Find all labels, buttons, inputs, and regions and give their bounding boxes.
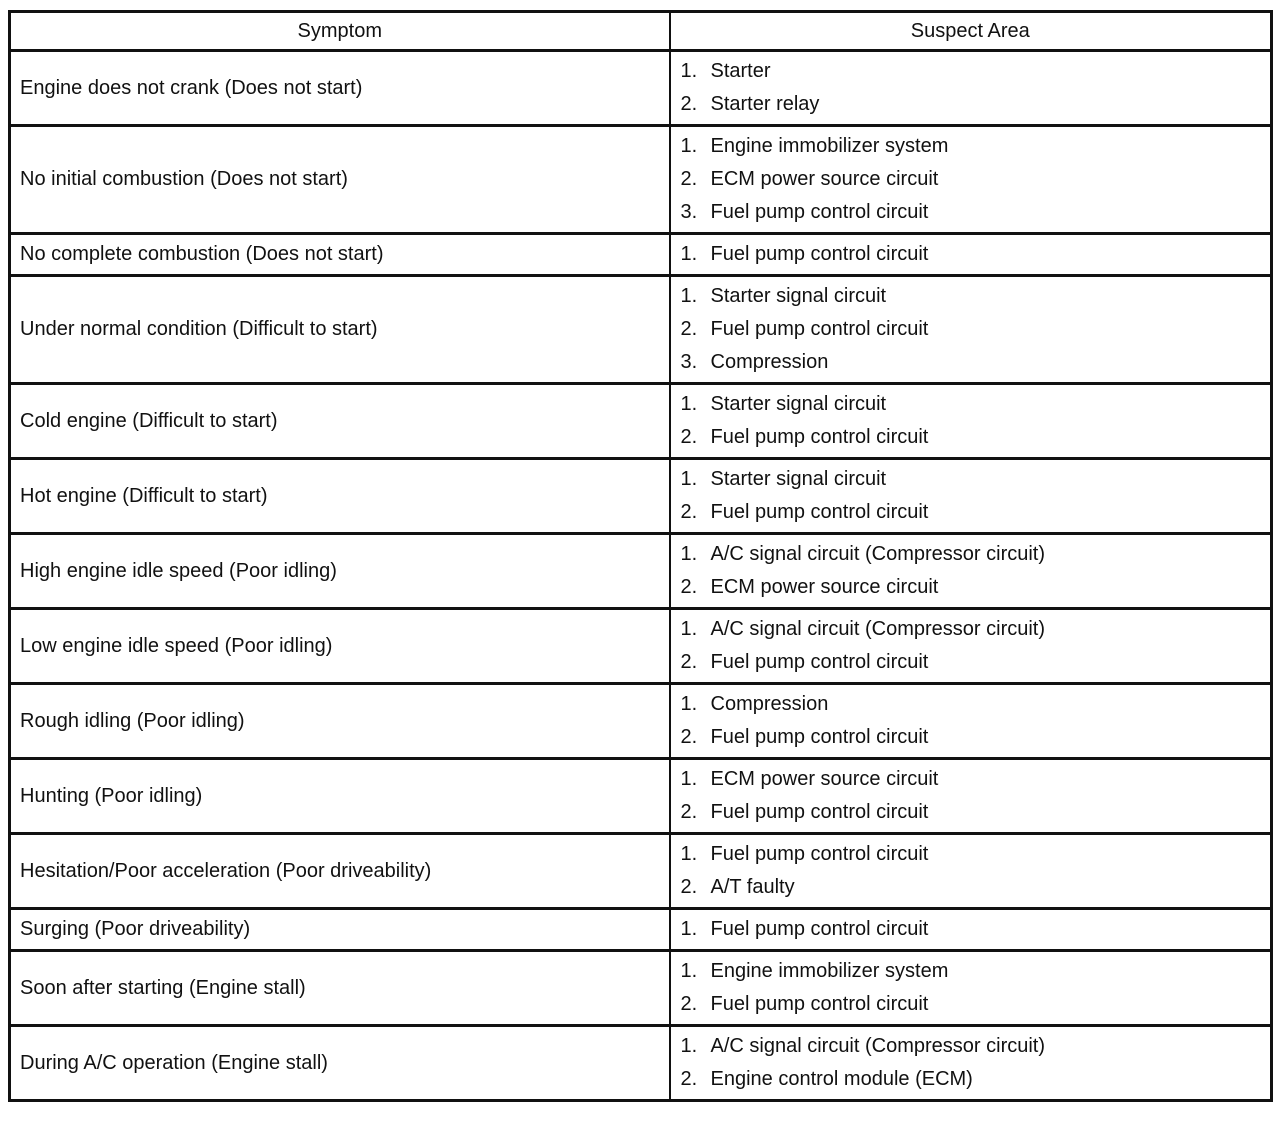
item-text: Compression — [710, 351, 829, 373]
suspect-area-cell — [670, 951, 1272, 1026]
item-number: 1. — [680, 618, 698, 640]
item-number: 2. — [680, 501, 698, 523]
table-row — [10, 951, 1272, 1026]
item-number: 1. — [680, 960, 698, 982]
suspect-area-cell — [670, 909, 1272, 951]
item-number: 2. — [680, 93, 698, 115]
item-number: 2. — [680, 318, 698, 340]
item-number: 2. — [680, 426, 698, 448]
item-text: Starter — [710, 60, 771, 82]
table-row — [10, 126, 1272, 234]
suspect-area-list — [681, 763, 1271, 829]
suspect-area-item — [681, 88, 1271, 121]
symptom-cell: Hesitation/Poor acceleration (Poor driveability) — [10, 834, 670, 909]
table-row — [10, 51, 1272, 126]
suspect-area-item — [681, 913, 1271, 946]
suspect-area-list — [681, 838, 1271, 904]
item-text: Fuel pump control circuit — [710, 993, 929, 1015]
item-number: 1. — [680, 1035, 698, 1057]
symptom-cell: Hot engine (Difficult to start) — [10, 459, 670, 534]
suspect-area-item — [681, 1030, 1271, 1063]
table-row — [10, 1026, 1272, 1101]
suspect-area-item — [681, 238, 1271, 271]
suspect-area-list — [681, 913, 1271, 946]
suspect-area-list — [681, 388, 1271, 454]
table-body — [10, 51, 1272, 1101]
suspect-area-item — [681, 571, 1271, 604]
suspect-area-item — [681, 280, 1271, 313]
symptom-cell: High engine idle speed (Poor idling) — [10, 534, 670, 609]
suspect-area-item — [681, 130, 1271, 163]
table-header — [10, 12, 1272, 51]
suspect-area-item — [681, 988, 1271, 1021]
suspect-area-item — [681, 421, 1271, 454]
suspect-area-list — [681, 688, 1271, 754]
table-row — [10, 834, 1272, 909]
table-row — [10, 684, 1272, 759]
item-text: Fuel pump control circuit — [710, 426, 929, 448]
suspect-area-item — [681, 55, 1271, 88]
symptom-cell: Engine does not crank (Does not start) — [10, 51, 670, 126]
suspect-area-cell — [670, 534, 1272, 609]
suspect-area-cell — [670, 384, 1272, 459]
suspect-area-list — [681, 1030, 1271, 1096]
symptom-cell: Hunting (Poor idling) — [10, 759, 670, 834]
suspect-area-cell — [670, 276, 1272, 384]
item-text: Fuel pump control circuit — [710, 801, 929, 823]
suspect-area-list — [681, 55, 1271, 121]
item-number: 1. — [680, 135, 698, 157]
suspect-area-list — [681, 463, 1271, 529]
item-text: Fuel pump control circuit — [710, 918, 929, 940]
item-text: Engine immobilizer system — [710, 960, 949, 982]
suspect-area-item — [681, 346, 1271, 379]
suspect-area-item — [681, 721, 1271, 754]
header-symptom: Symptom — [10, 12, 670, 51]
item-text: ECM power source circuit — [710, 576, 939, 598]
suspect-area-list — [681, 538, 1271, 604]
item-text: Fuel pump control circuit — [710, 651, 929, 673]
suspect-area-cell — [670, 609, 1272, 684]
item-text: Engine immobilizer system — [710, 135, 949, 157]
item-number: 2. — [680, 576, 698, 598]
suspect-area-cell — [670, 1026, 1272, 1101]
item-number: 1. — [680, 60, 698, 82]
item-text: Starter relay — [710, 93, 820, 115]
item-text: ECM power source circuit — [710, 768, 939, 790]
symptom-cell: No initial combustion (Does not start) — [10, 126, 670, 234]
item-text: Fuel pump control circuit — [710, 318, 929, 340]
item-text: Fuel pump control circuit — [710, 243, 929, 265]
item-number: 3. — [680, 201, 698, 223]
suspect-area-item — [681, 871, 1271, 904]
suspect-area-item — [681, 538, 1271, 571]
symptom-cell: Under normal condition (Difficult to start) — [10, 276, 670, 384]
item-text: ECM power source circuit — [710, 168, 939, 190]
suspect-area-cell — [670, 684, 1272, 759]
table-row — [10, 909, 1272, 951]
symptom-cell: Cold engine (Difficult to start) — [10, 384, 670, 459]
item-number: 1. — [680, 918, 698, 940]
item-text: Engine control module (ECM) — [710, 1068, 973, 1090]
suspect-area-item — [681, 163, 1271, 196]
item-number: 1. — [680, 843, 698, 865]
suspect-area-item — [681, 496, 1271, 529]
item-text: Starter signal circuit — [710, 285, 887, 307]
suspect-area-item — [681, 796, 1271, 829]
table-row — [10, 459, 1272, 534]
suspect-area-cell — [670, 834, 1272, 909]
symptom-cell: Rough idling (Poor idling) — [10, 684, 670, 759]
table-row — [10, 384, 1272, 459]
item-text: Fuel pump control circuit — [710, 201, 929, 223]
item-number: 3. — [680, 351, 698, 373]
item-number: 1. — [680, 393, 698, 415]
suspect-area-item — [681, 196, 1271, 229]
symptom-cell: During A/C operation (Engine stall) — [10, 1026, 670, 1101]
symptom-cell: No complete combustion (Does not start) — [10, 234, 670, 276]
item-text: Compression — [710, 693, 829, 715]
item-text: Fuel pump control circuit — [710, 843, 929, 865]
item-text: Fuel pump control circuit — [710, 726, 929, 748]
suspect-area-item — [681, 688, 1271, 721]
item-number: 1. — [680, 285, 698, 307]
header-row — [10, 12, 1272, 51]
symptom-cell: Soon after starting (Engine stall) — [10, 951, 670, 1026]
item-text: Fuel pump control circuit — [710, 501, 929, 523]
suspect-area-item — [681, 646, 1271, 679]
suspect-area-item — [681, 613, 1271, 646]
suspect-area-cell — [670, 234, 1272, 276]
item-number: 2. — [680, 993, 698, 1015]
suspect-area-item — [681, 763, 1271, 796]
item-number: 1. — [680, 468, 698, 490]
item-number: 1. — [680, 768, 698, 790]
symptom-table — [8, 10, 1273, 1102]
suspect-area-list — [681, 280, 1271, 379]
suspect-area-list — [681, 613, 1271, 679]
item-number: 2. — [680, 651, 698, 673]
suspect-area-cell — [670, 459, 1272, 534]
item-number: 1. — [680, 243, 698, 265]
item-text: Starter signal circuit — [710, 393, 887, 415]
suspect-area-item — [681, 313, 1271, 346]
item-number: 2. — [680, 801, 698, 823]
item-text: A/T faulty — [710, 876, 795, 898]
item-text: A/C signal circuit (Compressor circuit) — [710, 618, 1046, 640]
suspect-area-list — [681, 238, 1271, 271]
item-number: 2. — [680, 1068, 698, 1090]
suspect-area-item — [681, 388, 1271, 421]
symptom-cell: Surging (Poor driveability) — [10, 909, 670, 951]
table-row — [10, 534, 1272, 609]
suspect-area-cell — [670, 51, 1272, 126]
item-number: 1. — [680, 543, 698, 565]
item-number: 2. — [680, 726, 698, 748]
table-row — [10, 759, 1272, 834]
table-row — [10, 234, 1272, 276]
symptom-cell: Low engine idle speed (Poor idling) — [10, 609, 670, 684]
item-number: 2. — [680, 168, 698, 190]
suspect-area-list — [681, 955, 1271, 1021]
table-row — [10, 276, 1272, 384]
item-text: A/C signal circuit (Compressor circuit) — [710, 1035, 1046, 1057]
table-row — [10, 609, 1272, 684]
suspect-area-list — [681, 130, 1271, 229]
item-text: Starter signal circuit — [710, 468, 887, 490]
item-number: 2. — [680, 876, 698, 898]
header-suspect-area: Suspect Area — [670, 12, 1272, 51]
document-sheet — [8, 10, 1270, 1102]
suspect-area-item — [681, 955, 1271, 988]
suspect-area-item — [681, 838, 1271, 871]
suspect-area-cell — [670, 126, 1272, 234]
item-text: A/C signal circuit (Compressor circuit) — [710, 543, 1046, 565]
suspect-area-item — [681, 1063, 1271, 1096]
suspect-area-item — [681, 463, 1271, 496]
suspect-area-cell — [670, 759, 1272, 834]
item-number: 1. — [680, 693, 698, 715]
